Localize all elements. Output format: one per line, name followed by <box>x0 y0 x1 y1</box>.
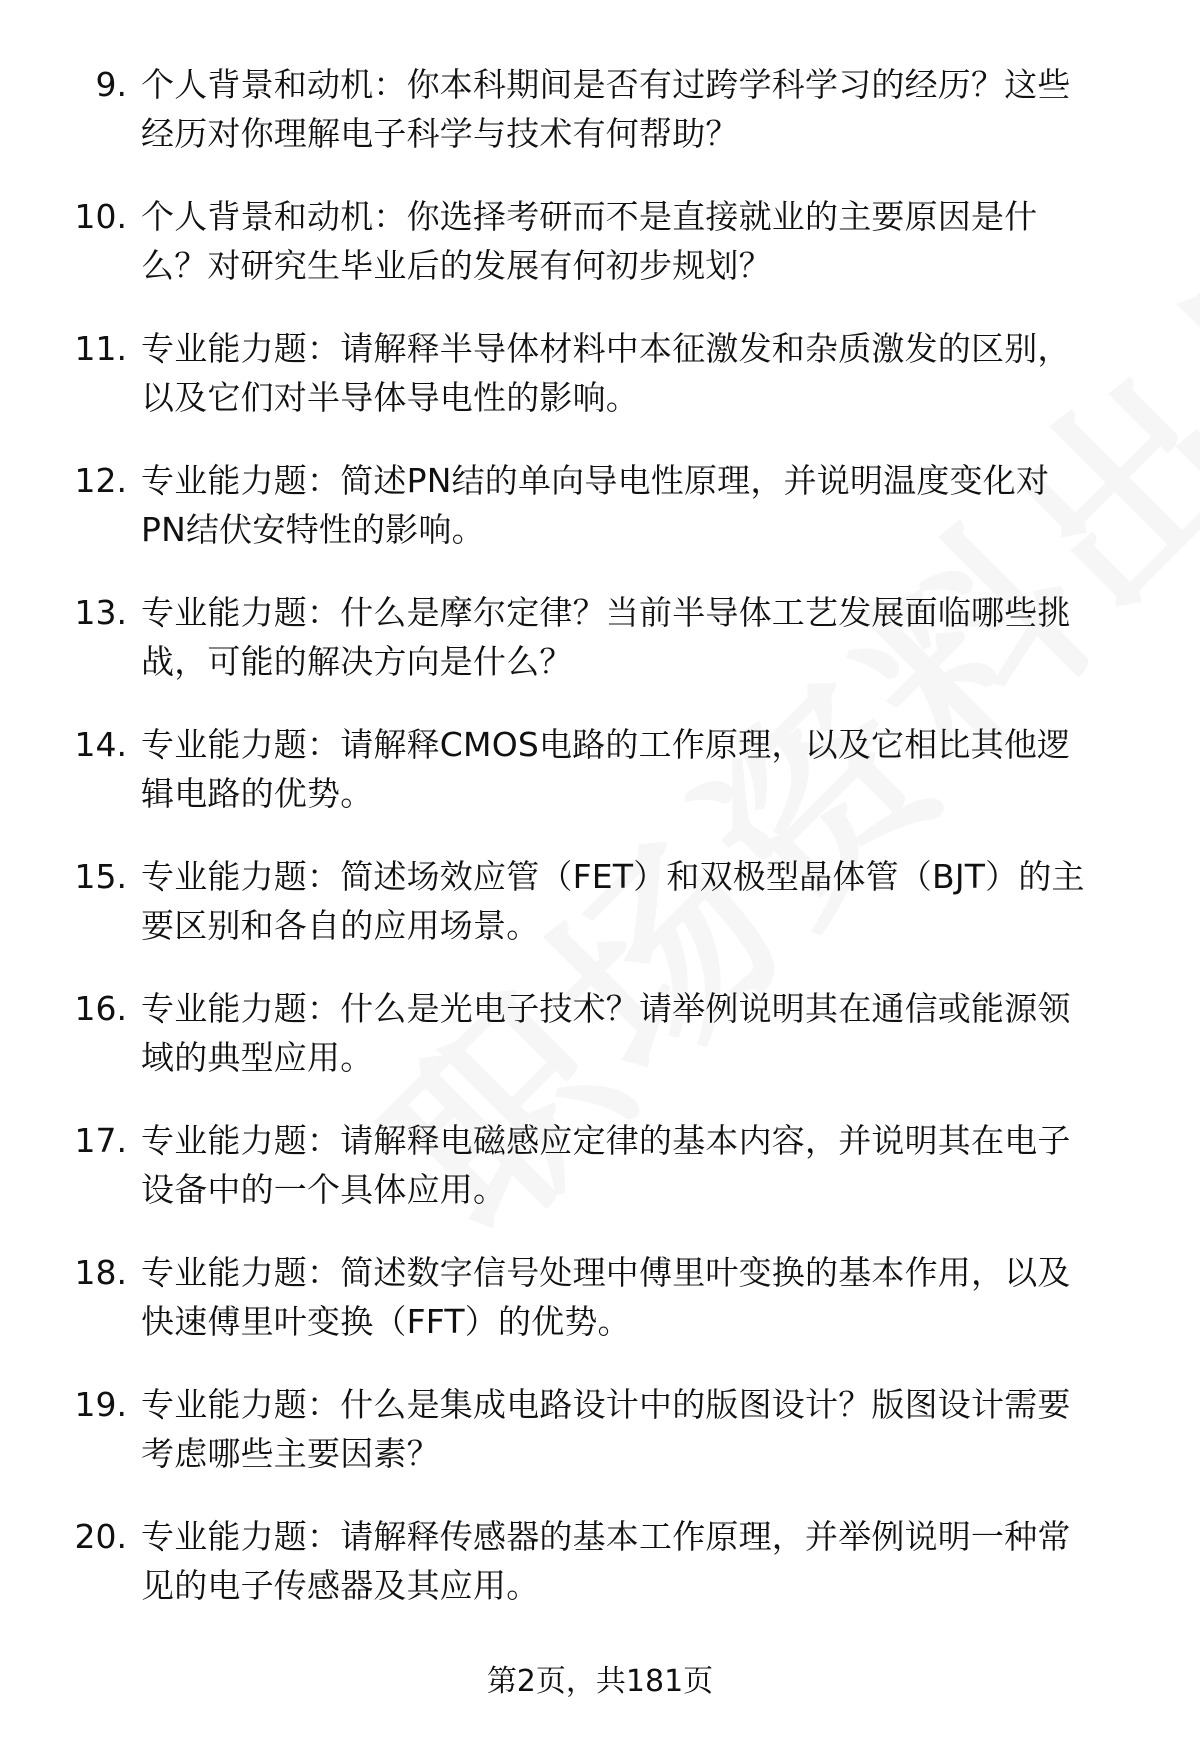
question-line: 域的典型应用。 <box>141 1038 374 1077</box>
question-list <box>50 60 1150 1644</box>
question-item <box>50 324 1150 456</box>
question-line: 设备中的一个具体应用。 <box>141 1170 507 1209</box>
question-item <box>50 1248 1150 1380</box>
question-item <box>50 720 1150 852</box>
question-item <box>50 1380 1150 1512</box>
question-number: 19. <box>74 1385 127 1424</box>
question-line: 快速傅里叶变换（FFT）的优势。 <box>141 1302 631 1341</box>
question-line: 专业能力题：请解释CMOS电路的工作原理，以及它相比其他逻 <box>141 725 1071 764</box>
question-text <box>141 1512 1150 1610</box>
question-line: 专业能力题：请解释半导体材料中本征激发和杂质激发的区别， <box>141 329 1071 368</box>
question-number: 11. <box>74 329 127 368</box>
question-number: 16. <box>74 989 127 1028</box>
question-line: 专业能力题：简述数字信号处理中傅里叶变换的基本作用，以及 <box>141 1253 1071 1292</box>
question-line: 战，可能的解决方向是什么？ <box>141 642 573 681</box>
question-line: PN结伏安特性的影响。 <box>141 510 485 549</box>
question-text <box>141 984 1150 1082</box>
question-number: 14. <box>74 725 127 764</box>
question-item <box>50 60 1150 192</box>
question-number: 20. <box>74 1517 127 1556</box>
question-item <box>50 588 1150 720</box>
question-item <box>50 852 1150 984</box>
question-text <box>141 588 1150 686</box>
question-text <box>141 720 1150 818</box>
question-number: 10. <box>74 197 127 236</box>
question-number: 13. <box>74 593 127 632</box>
question-line: 专业能力题：简述PN结的单向导电性原理，并说明温度变化对 <box>141 461 1050 500</box>
question-line: 专业能力题：请解释电磁感应定律的基本内容，并说明其在电子 <box>141 1121 1071 1160</box>
question-line: 专业能力题：请解释传感器的基本工作原理，并举例说明一种常 <box>141 1517 1071 1556</box>
question-line: 以及它们对半导体导电性的影响。 <box>141 378 639 417</box>
question-line: 么？对研究生毕业后的发展有何初步规划？ <box>141 246 772 285</box>
question-item <box>50 456 1150 588</box>
question-line: 见的电子传感器及其应用。 <box>141 1566 540 1605</box>
question-line: 个人背景和动机：你本科期间是否有过跨学科学习的经历？这些 <box>141 65 1071 104</box>
question-line: 专业能力题：什么是光电子技术？请举例说明其在通信或能源领 <box>141 989 1071 1028</box>
question-line: 专业能力题：什么是集成电路设计中的版图设计？版图设计需要 <box>141 1385 1071 1424</box>
question-line: 个人背景和动机：你选择考研而不是直接就业的主要原因是什 <box>141 197 1038 236</box>
question-text <box>141 192 1150 290</box>
question-item <box>50 192 1150 324</box>
question-number: 12. <box>74 461 127 500</box>
question-line: 经历对你理解电子科学与技术有何帮助？ <box>141 114 739 153</box>
question-line: 辑电路的优势。 <box>141 774 374 813</box>
question-text <box>141 60 1150 158</box>
question-item <box>50 984 1150 1116</box>
question-line: 专业能力题：简述场效应管（FET）和双极型晶体管（BJT）的主 <box>141 857 1085 896</box>
question-text <box>141 324 1150 422</box>
question-text <box>141 456 1150 554</box>
question-item <box>50 1512 1150 1644</box>
question-number: 18. <box>74 1253 127 1292</box>
question-item <box>50 1116 1150 1248</box>
question-number: 17. <box>74 1121 127 1160</box>
question-text <box>141 1248 1150 1346</box>
question-line: 要区别和各自的应用场景。 <box>141 906 540 945</box>
question-line: 考虑哪些主要因素？ <box>141 1434 440 1473</box>
question-line: 专业能力题：什么是摩尔定律？当前半导体工艺发展面临哪些挑 <box>141 593 1071 632</box>
question-number: 9. <box>95 65 127 104</box>
question-text <box>141 1380 1150 1478</box>
question-text <box>141 852 1150 950</box>
question-text <box>141 1116 1150 1214</box>
page-number: 第2页，共181页 <box>486 1664 714 1699</box>
question-number: 15. <box>74 857 127 896</box>
